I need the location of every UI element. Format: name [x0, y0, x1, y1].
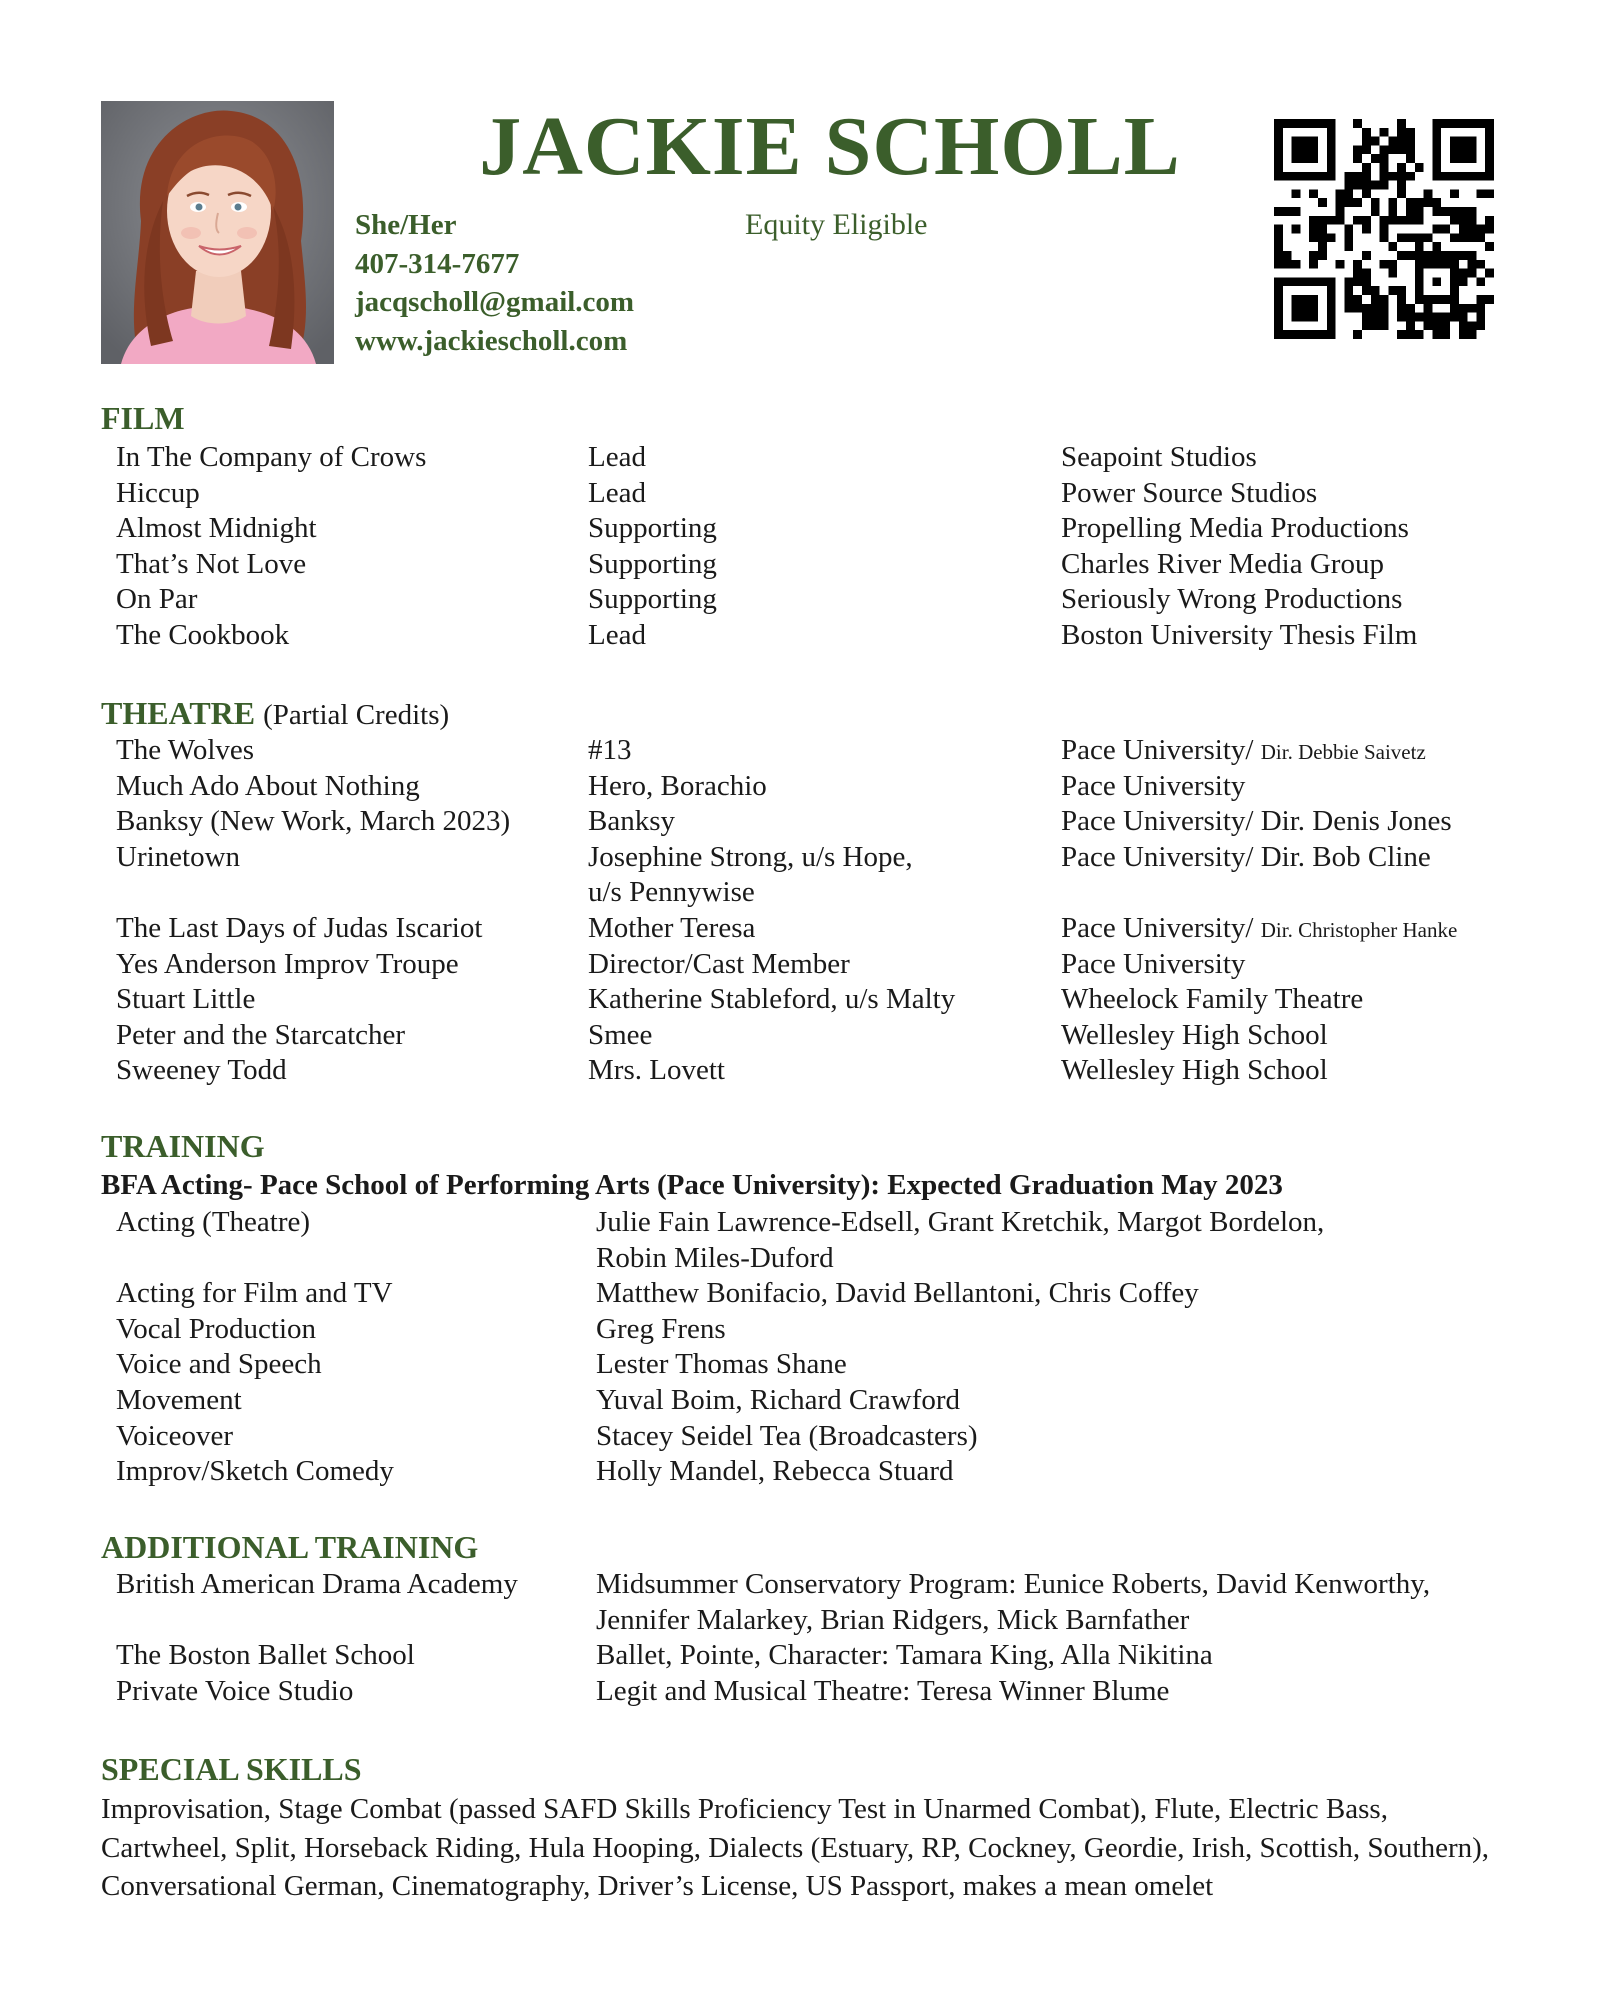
- pronouns: She/Her: [355, 209, 457, 241]
- theatre-role: Director/Cast Member: [588, 947, 850, 980]
- film-role: Lead: [588, 441, 646, 473]
- theatre-company: Pace University: [1061, 769, 1246, 802]
- website-link[interactable]: www.jackiescholl.com: [355, 324, 628, 357]
- training-details-line2: Jennifer Malarkey, Brian Ridgers, Mick Barnfather: [596, 1603, 1190, 1636]
- film-company: Seapoint Studios: [1061, 441, 1257, 473]
- training-subject: Voiceover: [116, 1419, 234, 1452]
- theatre-company-name: Pace University/: [1061, 734, 1261, 766]
- qr-code-icon[interactable]: [1274, 119, 1494, 339]
- theatre-role: Mother Teresa: [588, 911, 756, 944]
- theatre-title: The Wolves: [116, 734, 255, 766]
- theatre-title: Stuart Little: [116, 983, 256, 1016]
- training-teachers: Lester Thomas Shane: [596, 1348, 847, 1381]
- training-program: BFA Acting- Pace School of Performing Arts (Pace University): Expected Graduation May 2023: [101, 1169, 1283, 1201]
- training-subject: Acting (Theatre): [116, 1206, 311, 1238]
- training-details: Midsummer Conservatory Program: Eunice Roberts, David Kenworthy,: [596, 1568, 1431, 1600]
- training-teachers-line2: Robin Miles-Duford: [596, 1241, 834, 1274]
- film-title: On Par: [116, 583, 198, 616]
- contact-block: [355, 206, 634, 360]
- theatre-company: [1061, 911, 1457, 949]
- film-company: Seriously Wrong Productions: [1061, 583, 1403, 616]
- theatre-heading: [101, 697, 449, 730]
- theatre-company: Wheelock Family Theatre: [1061, 983, 1364, 1016]
- union-status: Equity Eligible: [745, 208, 928, 241]
- theatre-title: Sweeney Todd: [116, 1054, 287, 1087]
- headshot-photo: [101, 101, 334, 364]
- training-teachers: Julie Fain Lawrence-Edsell, Grant Kretchik, Margot Bordelon,: [596, 1206, 1325, 1238]
- theatre-company: Wellesley High School: [1061, 1054, 1328, 1087]
- training-subject: Vocal Production: [116, 1312, 317, 1345]
- additional-training-heading: ADDITIONAL TRAINING: [101, 1529, 479, 1565]
- theatre-company: Pace University/ Dir. Bob Cline: [1061, 840, 1431, 873]
- film-role: Supporting: [588, 512, 717, 545]
- special-skills-text: Improvisation, Stage Combat (passed SAFD Skills Proficiency Test in Unarmed Combat), Flute, Electric Bass, Cartwheel, Split, Horseback Riding, Hula Hooping, Dialects (Estuary, RP, Cockney, Geordie, Irish, Scottish, Southern), Conversational German, Cinematography, Driver’s License, US Passport, makes a mean omelet: [101, 1793, 1490, 1902]
- theatre-role: #13: [588, 734, 632, 766]
- training-teachers: Yuval Boim, Richard Crawford: [596, 1383, 961, 1416]
- theatre-title: Banksy (New Work, March 2023): [116, 805, 511, 838]
- theatre-role: Smee: [588, 1018, 653, 1051]
- theatre-company: Pace University/ Dir. Denis Jones: [1061, 805, 1452, 838]
- phone-number[interactable]: 407-314-7677: [355, 247, 520, 280]
- film-role: Supporting: [588, 547, 717, 580]
- theatre-title: Urinetown: [116, 840, 241, 873]
- training-heading: TRAINING: [101, 1128, 265, 1164]
- theatre-role: Katherine Stableford, u/s Malty: [588, 983, 956, 1016]
- email-link[interactable]: jacqscholl@gmail.com: [355, 286, 635, 318]
- film-title: That’s Not Love: [116, 547, 307, 580]
- film-company: Charles River Media Group: [1061, 547, 1384, 580]
- training-subject: Acting for Film and TV: [116, 1277, 393, 1310]
- training-teachers: Holly Mandel, Rebecca Stuard: [596, 1455, 954, 1488]
- training-details: Ballet, Pointe, Character: Tamara King, Alla Nikitina: [596, 1639, 1213, 1672]
- theatre-role: Josephine Strong, u/s Hope,: [588, 840, 913, 873]
- theatre-role: Hero, Borachio: [588, 769, 767, 802]
- film-heading: FILM: [101, 400, 185, 436]
- training-school: British American Drama Academy: [116, 1568, 518, 1600]
- film-title: The Cookbook: [116, 618, 290, 651]
- film-company: Propelling Media Productions: [1061, 512, 1409, 545]
- theatre-heading-label: THEATRE: [101, 695, 256, 731]
- theatre-company: Wellesley High School: [1061, 1018, 1328, 1051]
- training-details: Legit and Musical Theatre: Teresa Winner Blume: [596, 1674, 1170, 1707]
- training-subject: Movement: [116, 1383, 242, 1416]
- training-teachers: Greg Frens: [596, 1312, 726, 1345]
- training-teachers: Matthew Bonifacio, David Bellantoni, Chris Coffey: [596, 1277, 1199, 1310]
- training-subject: Improv/Sketch Comedy: [116, 1455, 394, 1488]
- film-role: Supporting: [588, 583, 717, 616]
- training-teachers: Stacey Seidel Tea (Broadcasters): [596, 1419, 978, 1452]
- film-company: Power Source Studios: [1061, 476, 1318, 509]
- theatre-heading-note: (Partial Credits): [263, 699, 450, 731]
- theatre-director: Dir. Christopher Hanke: [1260, 917, 1458, 942]
- film-title: In The Company of Crows: [116, 441, 427, 473]
- film-title: Hiccup: [116, 476, 200, 509]
- theatre-role-line2: u/s Pennywise: [588, 876, 755, 909]
- theatre-title: Much Ado About Nothing: [116, 769, 420, 802]
- film-title: Almost Midnight: [116, 512, 317, 545]
- film-role: Lead: [588, 476, 646, 509]
- training-subject: Voice and Speech: [116, 1348, 322, 1381]
- applicant-name: JACKIE SCHOLL: [479, 100, 1181, 193]
- theatre-company-name: Pace University/: [1061, 911, 1261, 944]
- training-school: The Boston Ballet School: [116, 1639, 415, 1672]
- film-role: Lead: [588, 618, 646, 651]
- theatre-role: Banksy: [588, 805, 675, 838]
- theatre-title: The Last Days of Judas Iscariot: [116, 911, 483, 944]
- training-school: Private Voice Studio: [116, 1674, 354, 1707]
- theatre-role: Mrs. Lovett: [588, 1054, 725, 1087]
- theatre-company: [1061, 733, 1426, 771]
- film-company: Boston University Thesis Film: [1061, 618, 1418, 651]
- theatre-company: Pace University: [1061, 947, 1246, 980]
- theatre-director: Dir. Debbie Saivetz: [1260, 740, 1426, 764]
- theatre-title: Yes Anderson Improv Troupe: [116, 947, 459, 980]
- special-skills-heading: SPECIAL SKILLS: [101, 1751, 362, 1787]
- theatre-title: Peter and the Starcatcher: [116, 1018, 406, 1051]
